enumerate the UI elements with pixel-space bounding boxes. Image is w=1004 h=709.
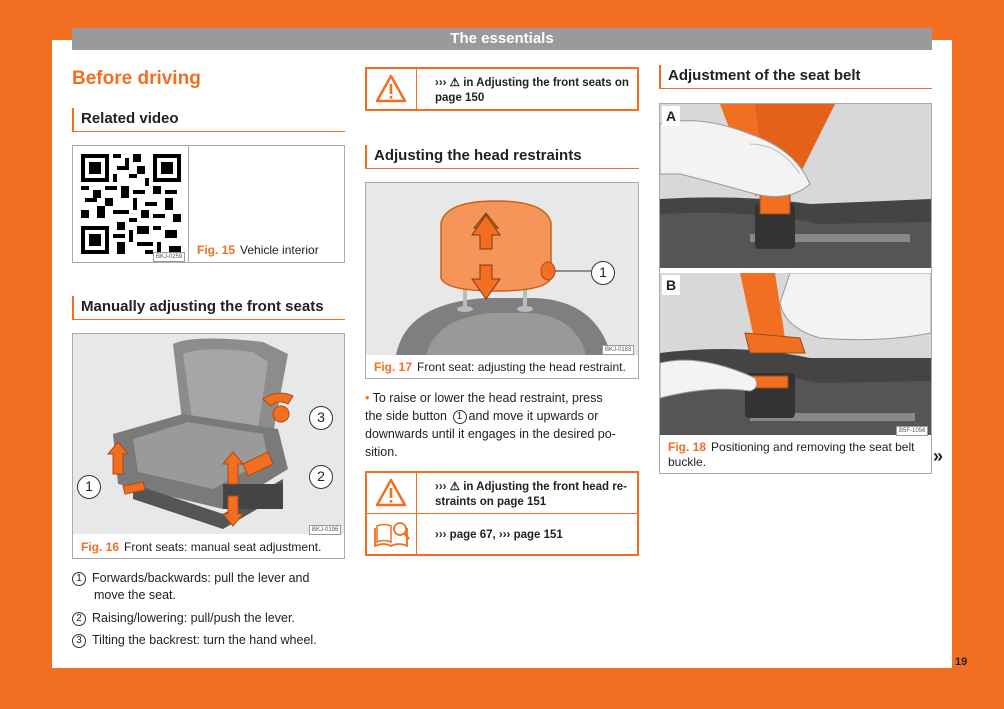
warning-line: page 150 bbox=[435, 92, 485, 104]
body-line: downwards until it engages in the desired po- bbox=[365, 427, 616, 441]
callout-3: 3 bbox=[309, 406, 333, 430]
fig15-code: BKJ-0259 bbox=[153, 252, 185, 262]
callout-1: 1 bbox=[77, 475, 101, 499]
warning-line: ››› ⚠ in Adjusting the front seats on bbox=[435, 77, 629, 89]
fig16-code: BKJ-0196 bbox=[309, 525, 341, 535]
qr-code-icon[interactable] bbox=[81, 154, 181, 254]
fig16-caption bbox=[81, 540, 321, 554]
seat-belt-heading: Adjustment of the seat belt bbox=[659, 65, 932, 89]
divider bbox=[367, 513, 637, 514]
panel-label-a: A bbox=[662, 106, 680, 126]
divider bbox=[188, 146, 189, 262]
warning-link-head-restraints[interactable] bbox=[435, 480, 627, 510]
fig15-box bbox=[72, 145, 345, 263]
warning-box-head-restraints bbox=[365, 471, 639, 556]
head-restraint-instructions: • To raise or lower the head restraint, press the side button 1 and move it upwards or downwards until it engages in the desired po- sition. bbox=[365, 389, 639, 461]
callout-1: 1 bbox=[591, 261, 615, 285]
item-text: Raising/lowering: pull/push the lever. bbox=[92, 611, 295, 625]
front-seats-heading: Manually adjusting the front seats bbox=[72, 296, 345, 320]
fig18-code: B5F-1056 bbox=[896, 426, 928, 436]
page-number: 19 bbox=[955, 656, 968, 668]
seat-illustration bbox=[73, 334, 344, 534]
fig17-label: Fig. 17 bbox=[374, 360, 413, 374]
fig18-caption-text-2: buckle. bbox=[668, 455, 707, 469]
fig17-box bbox=[365, 182, 639, 379]
page-reference-link[interactable]: ››› page 67, ››› page 151 bbox=[435, 529, 563, 541]
fig18-caption bbox=[668, 440, 928, 470]
body-line: To raise or lower the head restraint, press bbox=[372, 391, 603, 405]
list-item bbox=[72, 632, 317, 649]
fig16-box bbox=[72, 333, 345, 559]
warning-line: straints on page 151 bbox=[435, 496, 547, 508]
fig15-caption-text: Vehicle interior bbox=[240, 243, 319, 257]
body-line: sition. bbox=[365, 445, 398, 459]
continue-marker: » bbox=[933, 446, 944, 466]
fig18-label: Fig. 18 bbox=[668, 440, 707, 454]
list-item-cont: move the seat. bbox=[94, 588, 176, 602]
fig15-label: Fig. 15 bbox=[197, 243, 236, 257]
section-header: The essentials bbox=[72, 28, 932, 50]
warning-icon bbox=[375, 478, 407, 508]
body-line: the side button bbox=[365, 409, 448, 423]
body-line: and move it upwards or bbox=[468, 409, 599, 423]
fig15-caption bbox=[197, 243, 319, 257]
fig16-caption-text: Front seats: manual seat adjustment. bbox=[124, 540, 322, 554]
fig18-caption-text: Positioning and removing the seat belt bbox=[711, 440, 915, 454]
head-restraints-heading: Adjusting the head restraints bbox=[365, 145, 639, 169]
fig16-label: Fig. 16 bbox=[81, 540, 120, 554]
divider bbox=[416, 69, 417, 109]
panel-label-b: B bbox=[662, 275, 680, 295]
page-title: Before driving bbox=[72, 68, 201, 89]
fig18-box bbox=[659, 103, 932, 474]
list-item bbox=[72, 570, 309, 587]
list-item bbox=[72, 610, 295, 627]
item-text: Tilting the backrest: turn the hand wheel. bbox=[92, 633, 317, 647]
seat-belt-illustration-a bbox=[660, 104, 931, 268]
warning-icon bbox=[375, 74, 407, 104]
item-number: 2 bbox=[72, 612, 86, 626]
fig17-code: BKJ-0183 bbox=[602, 345, 634, 355]
warning-link-seats[interactable] bbox=[435, 76, 629, 106]
callout-2: 2 bbox=[309, 465, 333, 489]
fig17-caption bbox=[374, 360, 626, 374]
inline-number: 1 bbox=[453, 410, 467, 424]
warning-box-seats bbox=[365, 67, 639, 111]
item-number: 1 bbox=[72, 572, 86, 586]
item-number: 3 bbox=[72, 634, 86, 648]
seat-belt-illustration-b bbox=[660, 273, 931, 435]
fig17-caption-text: Front seat: adjusting the head restraint. bbox=[417, 360, 626, 374]
item-text: Forwards/backwards: pull the lever and bbox=[92, 571, 310, 585]
warning-line: ››› ⚠ in Adjusting the front head re- bbox=[435, 481, 627, 493]
related-video-heading: Related video bbox=[72, 108, 345, 132]
book-search-icon bbox=[373, 520, 411, 548]
